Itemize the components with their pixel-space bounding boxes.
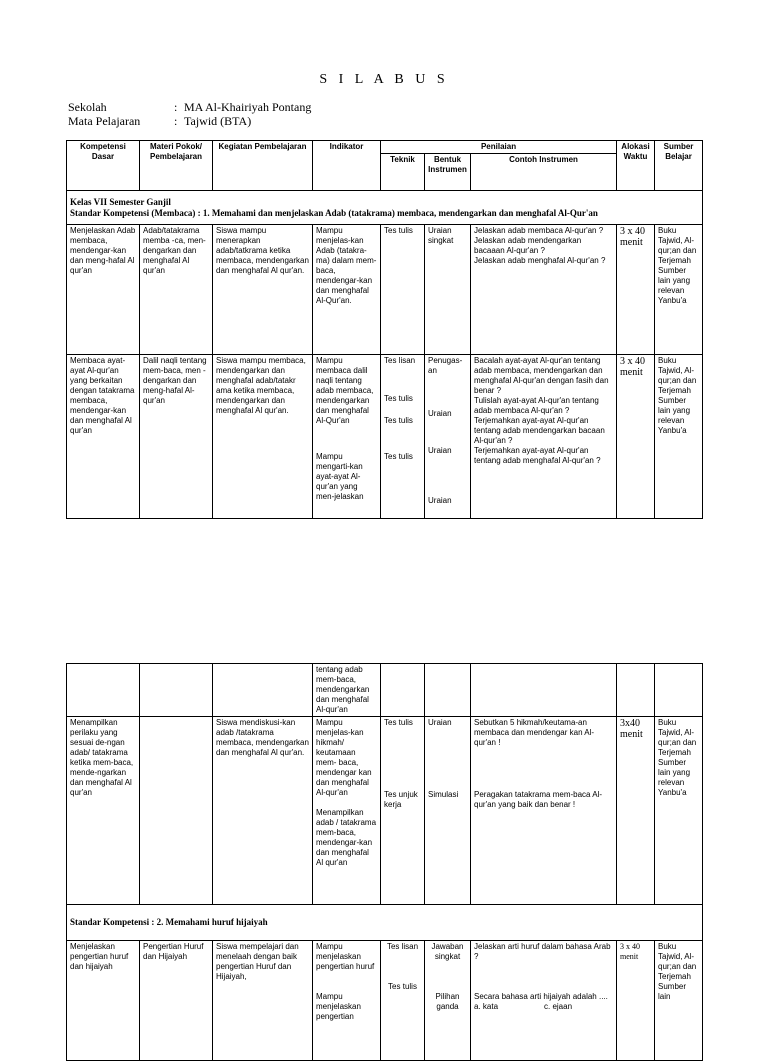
row2-bentuk-d: Uraian — [428, 496, 452, 505]
table-row — [67, 717, 703, 905]
row5-option-a: a. kata — [474, 1002, 499, 1011]
row1-alokasi: 3 x 40 menit — [617, 225, 655, 355]
table-row — [67, 664, 703, 717]
row5-contoh-options — [474, 1002, 613, 1012]
row2-contoh: Bacalah ayat-ayat Al-qur'an tentang adab membaca, mendengarkan dan menghafal Al-qur'an dengan fasih dan benar ? Tulislah ayat-ayat Al-qur'an tentang adab membaca Al-qur'an ? Terjemahkan ayat-ayat Al-qur'an tentang adab mendengarkan bacaan Al-qur'an ? Terjemahkan ayat-ayat Al-qur'an tentang adab menghafal Al-qur'an ? — [471, 355, 617, 519]
row3-kd — [67, 664, 140, 717]
section1-class: Kelas VII Semester Ganjil — [70, 196, 171, 207]
header-indikator: Indikator — [313, 141, 381, 191]
row2-sumber: Buku Tajwid, Al-qur;an dan Terjemah Sumber lain yang relevan Yanbu'a — [655, 355, 703, 519]
row4-indikator-b: Menampilkan adab / tatakrama mem-baca, mendengar-kan dan menghafal Al qur'an — [316, 808, 377, 867]
row4-bentuk-b: Simulasi — [428, 790, 459, 799]
row5-teknik-b: Tes tulis — [388, 982, 417, 991]
row1-kegiatan: Siswa mampu menerapkan adab/tatkrama ketika membaca, mendengarkan dan menghafal Al qur'an. — [213, 225, 313, 355]
row4-indikator — [313, 717, 381, 905]
sekolah-value: MA Al-Khairiyah Pontang — [184, 100, 312, 114]
page-title: S I L A B U S — [319, 72, 449, 87]
section1-standard: Standar Kompetensi (Membaca) : 1. Memahami dan menjelaskan Adab (tatakrama) membaca, mendengarkan dan menghafal Al-Qur'an — [70, 207, 598, 218]
header-materi: Materi Pokok/ Pembelajaran — [140, 141, 213, 191]
sekolah-label: Sekolah — [68, 100, 107, 114]
row2-bentuk — [425, 355, 471, 519]
row3-teknik — [381, 664, 425, 717]
row3-kegiatan — [213, 664, 313, 717]
row2-alokasi: 3 x 40 menit — [617, 355, 655, 519]
header-kegiatan: Kegiatan Pembelajaran — [213, 141, 313, 191]
table-row — [67, 941, 703, 1061]
row3-bentuk — [425, 664, 471, 717]
mapel-value: Tajwid (BTA) — [184, 114, 252, 128]
row2-indikator-a: Mampu membaca dalil naqli tentang adab membaca, mendengarkan dan menghafal Al-Qur'an — [316, 356, 374, 425]
section2-heading: Standar Kompetensi : 2. Memahami huruf hijaiyah — [67, 905, 703, 941]
syllabus-table-part2 — [66, 663, 703, 1061]
row4-contoh — [471, 717, 617, 905]
row2-teknik-a: Tes lisan — [384, 356, 416, 365]
row3-alokasi — [617, 664, 655, 717]
row1-teknik: Tes tulis — [381, 225, 425, 355]
row5-indikator-a: Mampu menjelaskan pengertian huruf — [316, 942, 375, 971]
row4-kegiatan: Siswa mendiskusi-kan adab /tatakrama membaca, mendengarkan dan menghafal Al qur'an. — [213, 717, 313, 905]
row1-kd: Menjelaskan Adab membaca, mendengar-kan dan meng-hafal Al qur'an — [67, 225, 140, 355]
row1-contoh: Jelaskan adab membaca Al-qur'an ? Jelaskan adab mendengarkan bacaaan Al-qur'an ? Jelaskan adab menghafal Al-qur'an ? — [471, 225, 617, 355]
syllabus-table-part1 — [66, 140, 703, 519]
row2-teknik — [381, 355, 425, 519]
row5-indikator — [313, 941, 381, 1061]
row2-indikator-b: Mampu mengarti-kan ayat-ayat Al-qur'an yang men-jelaskan — [316, 452, 364, 501]
row5-contoh-b: Secara bahasa arti hijaiyah adalah .... — [474, 992, 608, 1001]
row1-sumber: Buku Tajwid, Al-qur;an dan Terjemah Sumber lain yang relevan Yanbu'a — [655, 225, 703, 355]
row2-teknik-b: Tes tulis — [384, 394, 413, 403]
mapel-colon: : — [174, 114, 178, 128]
row5-teknik — [381, 941, 425, 1061]
row5-option-c: c. ejaan — [544, 1002, 573, 1011]
row5-indikator-b: Mampu menjelaskan pengertian — [316, 992, 361, 1021]
table-row — [67, 225, 703, 355]
row4-bentuk-a: Uraian — [428, 718, 452, 727]
row1-indikator: Mampu menjelas-kan Adab (tatakra-ma) dalam mem-baca, mendengar-kan dan menghafal Al-Qur'an. — [313, 225, 381, 355]
meta-mapel — [68, 114, 251, 128]
row5-kegiatan: Siswa mempelajari dan menelaah dengan baik pengertian Huruf dan Hijaiyah, — [213, 941, 313, 1061]
row4-indikator-a: Mampu menjelas-kan hikmah/ keutamaan mem- baca, mendengar kan dan menghafal Al-qur'an — [316, 718, 372, 797]
mapel-label: Mata Pelajaran — [68, 114, 141, 128]
table-row — [67, 355, 703, 519]
row4-bentuk — [425, 717, 471, 905]
header-teknik: Teknik — [381, 154, 425, 191]
row5-teknik-a: Tes lisan — [386, 942, 419, 951]
sekolah-colon: : — [174, 100, 178, 114]
section1-heading — [67, 191, 703, 225]
row4-teknik-b: Tes unjuk kerja — [384, 790, 418, 809]
row5-bentuk-a: Jawaban singkat — [431, 942, 464, 961]
row5-bentuk-b: Pilihan ganda — [435, 992, 460, 1011]
row2-indikator — [313, 355, 381, 519]
row4-teknik-a: Tes tulis — [384, 718, 413, 727]
header-kompetensi: Kompetensi Dasar — [67, 141, 140, 191]
row5-sumber: Buku Tajwid, Al-qur;an dan Terjemah Sumber lain — [655, 941, 703, 1061]
header-bentuk: Bentuk Instrumen — [425, 154, 471, 191]
row4-alokasi: 3x40 menit — [617, 717, 655, 905]
row1-bentuk: Uraian singkat — [425, 225, 471, 355]
row2-kegiatan: Siswa mampu membaca, mendengarkan dan menghafal adab/tatakr ama ketika membaca, mendengarkan dan menghafal Al qur'an. — [213, 355, 313, 519]
meta-sekolah — [68, 100, 311, 114]
header-penilaian: Penilaian — [381, 141, 617, 154]
row4-teknik — [381, 717, 425, 905]
row3-materi — [140, 664, 213, 717]
row3-sumber — [655, 664, 703, 717]
header-sumber: Sumber Belajar — [655, 141, 703, 191]
row4-contoh-a: Sebutkan 5 hikmah/keutama-an membaca dan mendengar kan Al-qur'an ! — [474, 718, 595, 747]
row2-bentuk-b: Uraian — [428, 409, 452, 418]
row4-kd: Menampilkan perilaku yang sesuai de-ngan adab/ tatakrama ketika mem-baca, mende-ngarkan dan menghafal Al qur'an — [67, 717, 140, 905]
row5-alokasi: 3 x 40 menit — [617, 941, 655, 1061]
row2-teknik-d: Tes tulis — [384, 452, 413, 461]
row5-contoh — [471, 941, 617, 1061]
row2-teknik-c: Tes tulis — [384, 416, 413, 425]
row5-materi: Pengertian Huruf dan Hijaiyah — [140, 941, 213, 1061]
row4-sumber: Buku Tajwid, Al-qur;an dan Terjemah Sumber lain yang relevan Yanbu'a — [655, 717, 703, 905]
row2-bentuk-c: Uraian — [428, 446, 452, 455]
row3-contoh — [471, 664, 617, 717]
header-contoh: Contoh Instrumen — [471, 154, 617, 191]
header-alokasi: Alokasi Waktu — [617, 141, 655, 191]
row2-materi: Dalil naqli tentang mem-baca, men - dengarkan dan meng-hafal Al-qur'an — [140, 355, 213, 519]
row5-bentuk — [425, 941, 471, 1061]
row5-contoh-a: Jelaskan arti huruf dalam bahasa Arab ? — [474, 942, 611, 961]
row4-contoh-b: Peragakan tatakrama mem-baca Al-qur'an yang baik dan benar ! — [474, 790, 603, 809]
row2-bentuk-a: Penugas-an — [428, 356, 463, 375]
row4-materi — [140, 717, 213, 905]
row2-kd: Membaca ayat-ayat Al-qur'an yang berkaitan dengan tatakrama membaca, mendengar-kan dan menghafal Al qur'an — [67, 355, 140, 519]
row3-indikator: tentang adab mem-baca, mendengarkan dan menghafal Al-qur'an — [313, 664, 381, 717]
row5-kd: Menjelaskan pengertian huruf dan hijaiyah — [67, 941, 140, 1061]
row1-materi: Adab/tatakrama memba -ca, men-dengarkan dan menghafal Al qur'an — [140, 225, 213, 355]
